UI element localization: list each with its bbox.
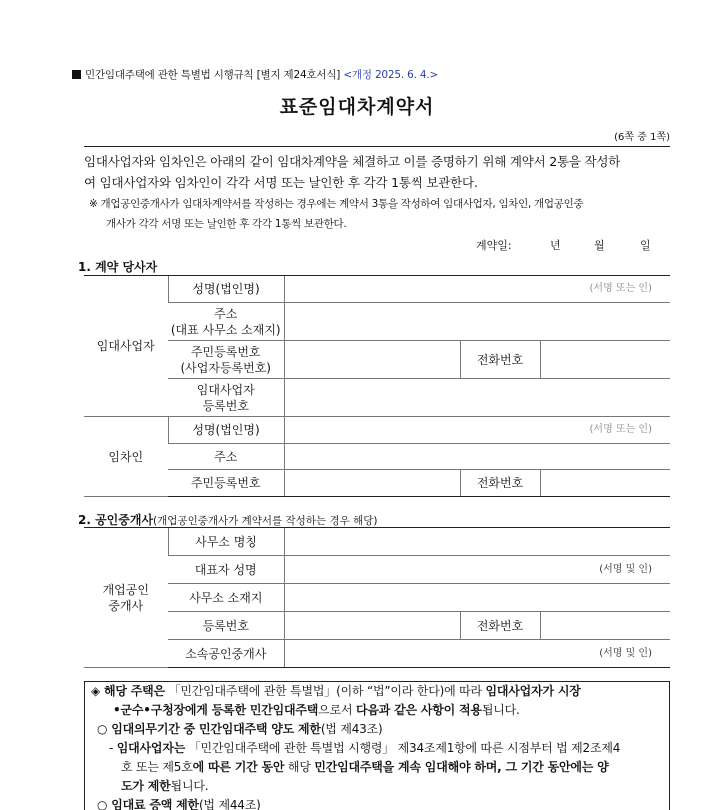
lessor-address-field[interactable] — [284, 303, 670, 341]
notice-line-2: •군수•구청장에게 등록한 민간임대주택으로서 다음과 같은 사항이 적용됩니다. — [113, 703, 520, 717]
section-2-subtitle: (개업공인중개사가 계약서를 작성하는 경우 해당) — [153, 515, 378, 527]
affiliated-broker-field[interactable] — [284, 640, 670, 668]
broker-table — [84, 527, 670, 668]
lessor-name-field[interactable] — [284, 276, 670, 303]
lessor-sign-hint: (서명 또는 인) — [589, 283, 652, 294]
broker-reg-field[interactable] — [284, 612, 460, 640]
office-name-field[interactable] — [284, 528, 670, 556]
tenant-name-label: 성명(법인명) — [168, 417, 284, 444]
affiliated-broker-label: 소속공인중개사 — [168, 640, 284, 668]
notice-line-6: 도가 제한됩니다. — [121, 779, 209, 793]
lessor-id-label: 주민등록번호 (사업자등록번호) — [168, 341, 284, 379]
contract-date-month[interactable]: 월 — [594, 239, 605, 252]
contract-date-label: 계약일: — [476, 239, 512, 252]
page-count: (6쪽 중 1쪽) — [614, 132, 670, 143]
intro-line-1: 임대사업자와 임차인은 아래의 같이 임대차계약을 체결하고 이를 증명하기 위해 계약서 2통을 작성하 — [84, 154, 621, 169]
affiliated-sign-hint: (서명 및 인) — [599, 647, 652, 659]
rep-name-field[interactable] — [284, 556, 670, 584]
parties-table — [84, 275, 670, 497]
office-location-label: 사무소 소재지 — [168, 584, 284, 612]
broker-label: 개업공인 중개사 — [84, 528, 168, 668]
note-line-1: ※ 개업공인중개사가 임대차계약서를 작성하는 경우에는 계약서 3통을 작성하여 임대사업자, 임차인, 개업공인중 — [89, 198, 584, 210]
notice-box — [84, 681, 670, 810]
note-line-2: 개사가 각각 서명 또는 날인한 후 각각 1통씩 보관한다. — [106, 218, 347, 230]
broker-phone-field[interactable] — [540, 612, 670, 640]
lessor-phone-label: 전화번호 — [460, 341, 540, 379]
notice-line-1: ◈ 해당 주택은 「민간임대주택에 관한 특별법」(이하 “법”이라 한다)에 따라 임대사업자가 시장 — [91, 684, 581, 698]
section-2-title — [78, 511, 377, 528]
tenant-phone-field[interactable] — [540, 470, 670, 497]
top-rule — [84, 146, 670, 147]
broker-reg-label: 등록번호 — [168, 612, 284, 640]
tenant-name-field[interactable] — [284, 417, 670, 444]
form-ref-text: 민간임대주택에 관한 특별법 시행규칙 [별지 제24호서식] — [85, 69, 341, 81]
contract-date-year[interactable]: 년 — [550, 239, 561, 252]
section-2-heading: 2. 공인중개사 — [78, 513, 154, 527]
form-reference — [72, 67, 438, 82]
rep-sign-hint: (서명 및 인) — [599, 563, 652, 575]
intro-paragraph — [84, 151, 670, 193]
tenant-address-field[interactable] — [284, 444, 670, 470]
broker-phone-label: 전화번호 — [460, 612, 540, 640]
document-title: 표준임대차계약서 — [279, 96, 435, 118]
square-bullet-icon — [72, 70, 81, 79]
notice-line-5: 호 또는 제5호에 따른 기간 동안 해당 민간임대주택을 계속 임대해야 하며, 그 기간 동안에는 양 — [121, 760, 609, 774]
lessor-label: 임대사업자 — [84, 276, 168, 417]
office-name-label: 사무소 명칭 — [168, 528, 284, 556]
lessor-id-field[interactable] — [284, 341, 460, 379]
rep-name-label: 대표자 성명 — [168, 556, 284, 584]
lessor-reg-label: 임대사업자 등록번호 — [168, 379, 284, 417]
notice-line-3: ○ 임대의무기간 중 민간임대주택 양도 제한(법 제43조) — [97, 722, 383, 736]
tenant-phone-label: 전화번호 — [460, 470, 540, 497]
section-1-title: 1. 계약 당사자 — [78, 260, 158, 274]
lessor-reg-field[interactable] — [284, 379, 670, 417]
notice-line-7: ○ 임대료 증액 제한(법 제44조) — [97, 798, 261, 810]
broker-note — [89, 194, 669, 234]
lessor-phone-field[interactable] — [540, 341, 670, 379]
tenant-id-field[interactable] — [284, 470, 460, 497]
amendment-date: <개정 2025. 6. 4.> — [343, 69, 439, 81]
tenant-label: 임차인 — [84, 417, 168, 497]
lessor-name-label: 성명(법인명) — [168, 276, 284, 303]
contract-date-day[interactable]: 일 — [640, 239, 651, 252]
tenant-sign-hint: (서명 또는 인) — [589, 424, 652, 435]
lessor-address-label: 주소 (대표 사무소 소재지) — [168, 303, 284, 341]
tenant-id-label: 주민등록번호 — [168, 470, 284, 497]
tenant-address-label: 주소 — [168, 444, 284, 470]
notice-line-4: - 임대사업자는 「민간임대주택에 관한 특별법 시행령」 제34조제1항에 따른 시점부터 법 제2조제4 — [109, 741, 621, 755]
office-location-field[interactable] — [284, 584, 670, 612]
intro-line-2: 여 임대사업자와 임차인이 각각 서명 또는 날인한 후 각각 1통씩 보관한다. — [84, 175, 478, 190]
